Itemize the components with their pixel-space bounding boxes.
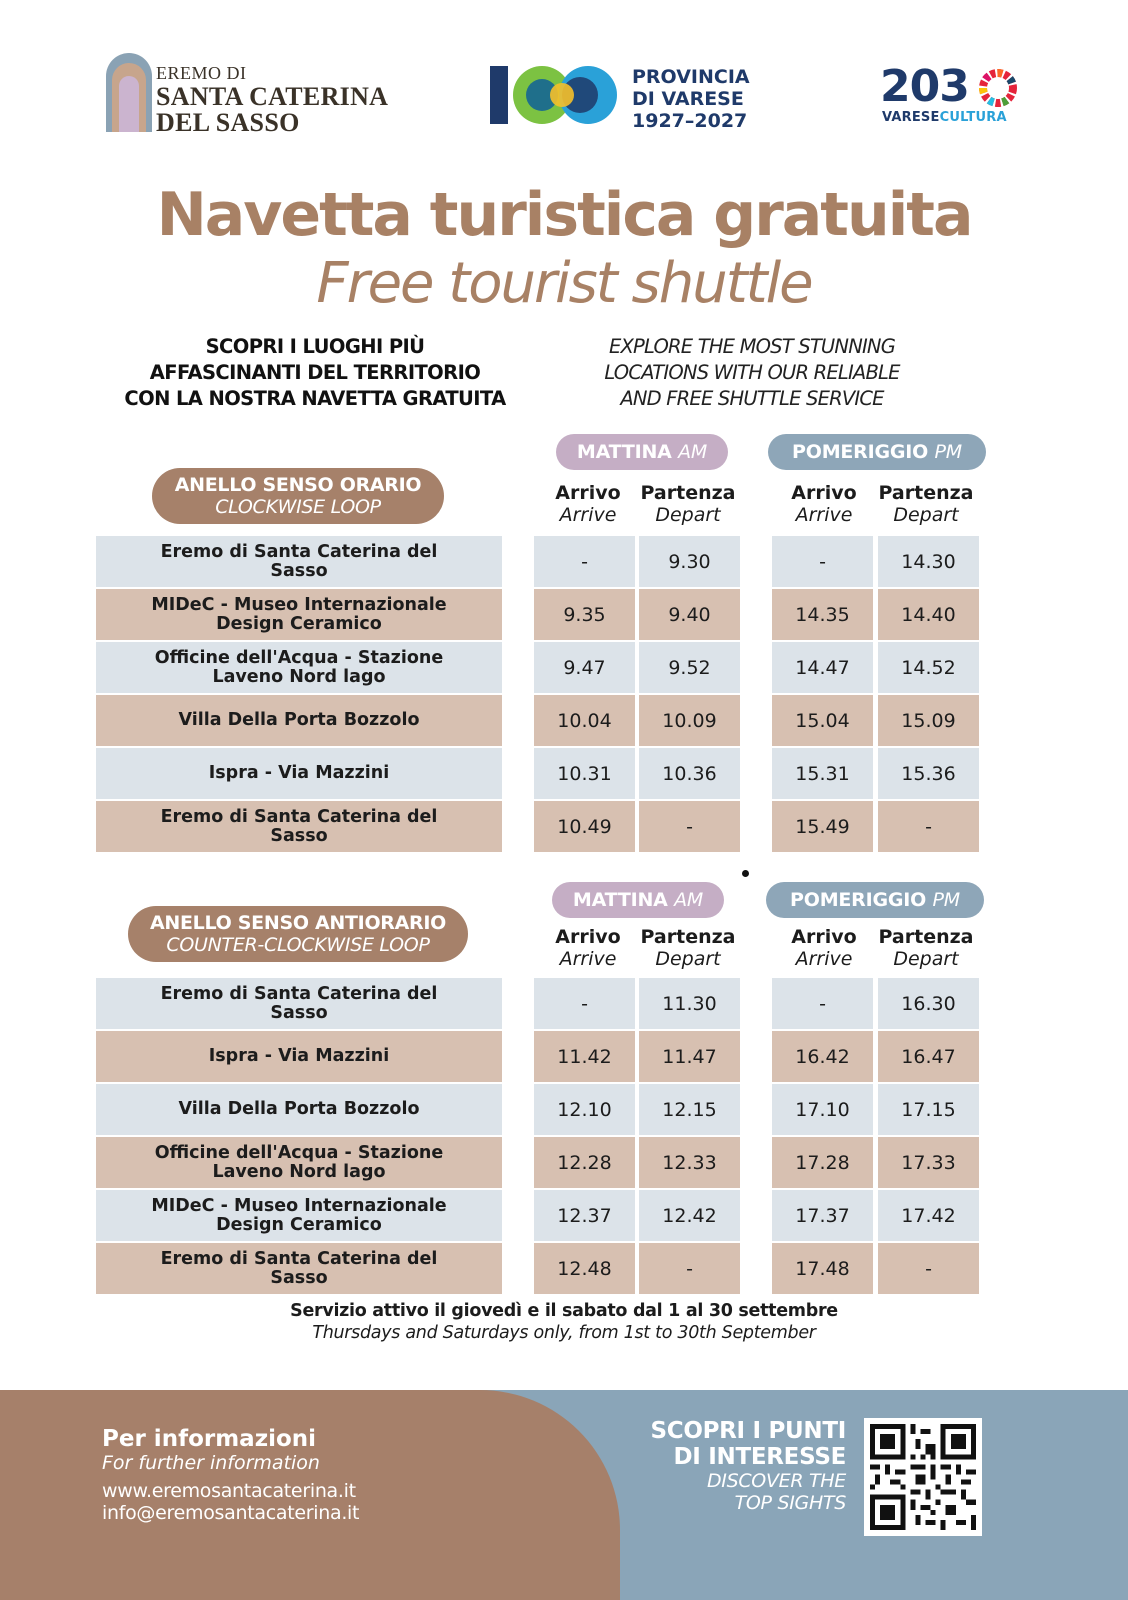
clockwise-pm-arrive-header — [772, 482, 876, 526]
stop-name: Villa Della Porta Bozzolo — [96, 1084, 502, 1135]
counterclockwise-am-arrive-header — [536, 926, 640, 970]
table-row — [96, 589, 980, 641]
am-arrive-time: 12.37 — [534, 1190, 635, 1241]
varese2030-sub-a: VARESE — [882, 110, 940, 125]
am-depart-time: 10.36 — [639, 748, 740, 799]
intro-en-line2: LOCATIONS WITH OUR RELIABLE — [604, 361, 900, 384]
am-arrive-time: 11.42 — [534, 1031, 635, 1082]
clockwise-pm-pill — [768, 434, 986, 470]
varese2030-sub-b: CULTURA — [939, 110, 1007, 125]
counterclockwise-pm-depart-header — [874, 926, 978, 970]
varese2030-number: 203 — [880, 61, 969, 112]
stop-name: Eremo di Santa Caterina del Sasso — [96, 1243, 502, 1294]
pm-suffix: PM — [934, 441, 962, 463]
arrive-it: Arrivo — [791, 482, 857, 504]
am-arrive-time: - — [534, 536, 635, 587]
eremo-logo — [104, 44, 404, 137]
discover-en-line1: DISCOVER THE — [706, 1470, 846, 1492]
decorative-dot — [742, 870, 749, 877]
provincia-100-icon — [490, 62, 620, 128]
pm-arrive-time: - — [772, 978, 873, 1029]
counterclockwise-loop-pill — [128, 906, 468, 962]
counterclockwise-am-depart-header — [636, 926, 740, 970]
arrive-en: Arrive — [795, 948, 853, 970]
intro-english — [582, 334, 922, 412]
arrive-it: Arrivo — [555, 482, 621, 504]
stop-name: Eremo di Santa Caterina del Sasso — [96, 978, 502, 1029]
counterclockwise-pm-pill — [766, 882, 984, 918]
pm-arrive-time: 15.31 — [772, 748, 873, 799]
table-row — [96, 695, 980, 747]
am-depart-time: 10.09 — [639, 695, 740, 746]
intro-en-line3: AND FREE SHUTTLE SERVICE — [620, 387, 884, 410]
counterclockwise-title-en: COUNTER-CLOCKWISE LOOP — [166, 934, 430, 956]
am-arrive-time: 10.04 — [534, 695, 635, 746]
am-label: MATTINA — [576, 441, 672, 463]
pm-depart-time: 15.09 — [878, 695, 979, 746]
clockwise-pm-depart-header — [874, 482, 978, 526]
am-depart-time: 12.15 — [639, 1084, 740, 1135]
am-depart-time: 9.30 — [639, 536, 740, 587]
clockwise-am-arrive-header — [536, 482, 640, 526]
info-title: Per informazioni — [102, 1426, 317, 1452]
eremo-logo-line3: DEL SASSO — [156, 108, 300, 137]
pm-depart-time: 14.52 — [878, 642, 979, 693]
provincia-line1: PROVINCIA — [632, 66, 750, 88]
pm-depart-time: 15.36 — [878, 748, 979, 799]
stop-name: Officine dell'Acqua - Stazione Laveno Nord lago — [96, 1137, 502, 1188]
am-arrive-time: 10.31 — [534, 748, 635, 799]
stop-name: Villa Della Porta Bozzolo — [96, 695, 502, 746]
table-row — [96, 1084, 980, 1136]
am-arrive-time: 9.47 — [534, 642, 635, 693]
pm-arrive-time: 14.47 — [772, 642, 873, 693]
qr-code-icon[interactable] — [864, 1418, 982, 1536]
stop-name: Eremo di Santa Caterina del Sasso — [96, 536, 502, 587]
sdg-ring-icon — [978, 68, 1018, 108]
pm-depart-time: 14.30 — [878, 536, 979, 587]
eremo-logo-line1: EREMO DI — [156, 63, 247, 83]
service-note-it: Servizio attivo il giovedì e il sabato dal 1 al 30 settembre — [290, 1301, 838, 1321]
counterclockwise-am-pill — [552, 882, 724, 918]
table-row — [96, 1137, 980, 1189]
table-row — [96, 1190, 980, 1242]
discover-line2: DI INTERESSE — [673, 1444, 846, 1470]
stop-name: Ispra - Via Mazzini — [96, 1031, 502, 1082]
pm-suffix: PM — [932, 889, 960, 911]
am-suffix: AM — [678, 441, 708, 463]
page-subtitle: Free tourist shuttle — [316, 251, 812, 316]
am-depart-time: 12.33 — [639, 1137, 740, 1188]
arrive-en: Arrive — [795, 504, 853, 526]
pm-arrive-time: 17.48 — [772, 1243, 873, 1294]
pm-label: POMERIGGIO — [792, 441, 929, 463]
depart-it: Partenza — [878, 926, 974, 948]
clockwise-am-pill — [556, 434, 728, 470]
table-row — [96, 1031, 980, 1083]
intro-en-line1: EXPLORE THE MOST STUNNING — [608, 335, 896, 358]
page-title: Navetta turistica gratuita — [156, 180, 972, 250]
table-row — [96, 978, 980, 1030]
am-arrive-time: - — [534, 978, 635, 1029]
am-depart-time: 12.42 — [639, 1190, 740, 1241]
pm-depart-time: 17.33 — [878, 1137, 979, 1188]
depart-it: Partenza — [640, 482, 736, 504]
eremo-arch-icon — [104, 44, 154, 132]
depart-en: Depart — [655, 948, 721, 970]
service-note-en: Thursdays and Saturdays only, from 1st to 30th September — [312, 1323, 816, 1343]
am-depart-time: 9.40 — [639, 589, 740, 640]
provincia-line2: DI VARESE — [632, 88, 744, 110]
depart-en: Depart — [893, 948, 959, 970]
pm-depart-time: 17.15 — [878, 1084, 979, 1135]
arrive-it: Arrivo — [791, 926, 857, 948]
pm-arrive-time: 14.35 — [772, 589, 873, 640]
am-arrive-time: 10.49 — [534, 801, 635, 852]
stop-name: Officine dell'Acqua - Stazione Laveno Nord lago — [96, 642, 502, 693]
stop-name: MIDeC - Museo Internazionale Design Ceramico — [96, 1190, 502, 1241]
pm-depart-time: - — [878, 1243, 979, 1294]
clockwise-title-it: ANELLO SENSO ORARIO — [174, 474, 422, 496]
provincia-logo — [490, 62, 770, 132]
clockwise-am-depart-header — [636, 482, 740, 526]
clockwise-title-en: CLOCKWISE LOOP — [215, 496, 381, 518]
am-depart-time: - — [639, 1243, 740, 1294]
pm-arrive-time: 15.04 — [772, 695, 873, 746]
pm-depart-time: 14.40 — [878, 589, 979, 640]
discover-en-line2: TOP SIGHTS — [734, 1492, 846, 1514]
clockwise-loop-pill — [152, 468, 444, 524]
am-arrive-time: 12.28 — [534, 1137, 635, 1188]
website-link[interactable]: www.eremosantacaterina.it — [102, 1480, 356, 1502]
info-subtitle: For further information — [102, 1452, 320, 1474]
table-row — [96, 748, 980, 800]
am-arrive-time: 9.35 — [534, 589, 635, 640]
stop-name: Eremo di Santa Caterina del Sasso — [96, 801, 502, 852]
depart-it: Partenza — [640, 926, 736, 948]
varese2030-logo — [880, 61, 1030, 134]
table-row — [96, 536, 980, 588]
depart-it: Partenza — [878, 482, 974, 504]
pm-depart-time: 17.42 — [878, 1190, 979, 1241]
am-depart-time: 11.47 — [639, 1031, 740, 1082]
intro-italian — [100, 334, 530, 412]
intro-it-line1: SCOPRI I LUOGHI PIÙ — [205, 335, 425, 358]
provincia-line3: 1927–2027 — [632, 110, 748, 132]
counterclockwise-pm-arrive-header — [772, 926, 876, 970]
am-suffix: AM — [674, 889, 704, 911]
pm-depart-time: 16.30 — [878, 978, 979, 1029]
am-arrive-time: 12.48 — [534, 1243, 635, 1294]
pm-arrive-time: 15.49 — [772, 801, 873, 852]
email-link[interactable]: info@eremosantacaterina.it — [102, 1502, 360, 1524]
pm-arrive-time: 16.42 — [772, 1031, 873, 1082]
pm-depart-time: 16.47 — [878, 1031, 979, 1082]
stop-name: MIDeC - Museo Internazionale Design Ceramico — [96, 589, 502, 640]
depart-en: Depart — [655, 504, 721, 526]
footer — [0, 1390, 1128, 1600]
pm-arrive-time: 17.37 — [772, 1190, 873, 1241]
counterclockwise-title-it: ANELLO SENSO ANTIORARIO — [150, 912, 446, 934]
table-row — [96, 642, 980, 694]
am-depart-time: 11.30 — [639, 978, 740, 1029]
pm-arrive-time: - — [772, 536, 873, 587]
stop-name: Ispra - Via Mazzini — [96, 748, 502, 799]
arrive-en: Arrive — [559, 504, 617, 526]
pm-depart-time: - — [878, 801, 979, 852]
intro-it-line3: CON LA NOSTRA NAVETTA GRATUITA — [124, 387, 506, 410]
pm-label: POMERIGGIO — [790, 889, 927, 911]
counterclockwise-timetable — [96, 978, 980, 1296]
depart-en: Depart — [893, 504, 959, 526]
discover-callout — [626, 1418, 846, 1514]
am-depart-time: 9.52 — [639, 642, 740, 693]
eremo-logo-line2: SANTA CATERINA — [156, 82, 389, 111]
arrive-en: Arrive — [559, 948, 617, 970]
arrive-it: Arrivo — [555, 926, 621, 948]
discover-line1: SCOPRI I PUNTI — [650, 1418, 846, 1444]
am-depart-time: - — [639, 801, 740, 852]
am-arrive-time: 12.10 — [534, 1084, 635, 1135]
am-label: MATTINA — [572, 889, 668, 911]
table-row — [96, 801, 980, 853]
pm-arrive-time: 17.28 — [772, 1137, 873, 1188]
intro-it-line2: AFFASCINANTI DEL TERRITORIO — [149, 361, 481, 384]
table-row — [96, 1243, 980, 1295]
clockwise-timetable — [96, 536, 980, 854]
pm-arrive-time: 17.10 — [772, 1084, 873, 1135]
